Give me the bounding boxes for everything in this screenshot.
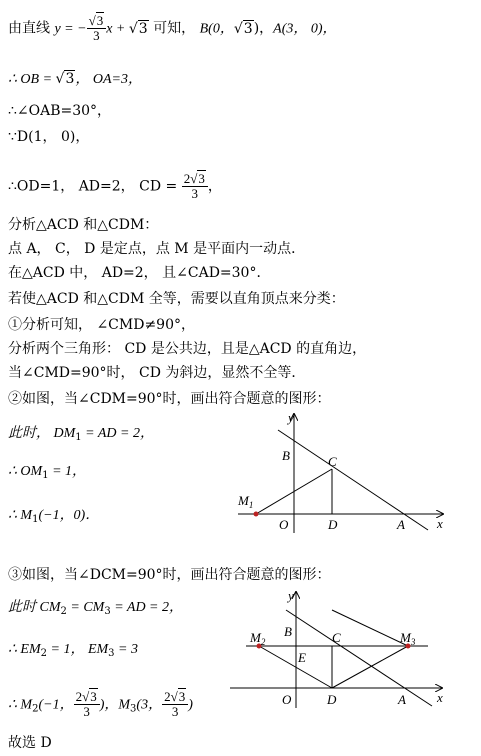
line20-f2-num-radicand: 3 <box>178 689 186 704</box>
line1-prefix: 由直线 <box>8 20 55 37</box>
line20-e: ) <box>188 697 193 713</box>
line2-sqrt: √3 <box>55 71 75 87</box>
line1-eq-lhs: y = − <box>54 21 87 37</box>
fig1-label-d: D <box>328 517 338 532</box>
line20-f1-num-radicand: 3 <box>90 689 97 704</box>
line20-d: (3， <box>136 697 163 713</box>
line1-b-end: )， <box>253 20 274 37</box>
text-line-14 <box>8 424 154 443</box>
line1-sqrt: √3 <box>128 20 148 37</box>
fig2-label-o: O <box>282 692 292 707</box>
line20-f2-den: 3 <box>171 704 179 719</box>
fig2-label-b: B <box>284 624 292 639</box>
fig1-label-a: A <box>397 517 405 532</box>
figure-2 <box>226 586 456 716</box>
line18-mid: = CM <box>66 600 105 615</box>
line15-sub: 1 <box>42 470 49 481</box>
fig2-label-d: D <box>327 692 337 707</box>
text-line-3: ∴∠OAB=30°， <box>8 103 112 119</box>
line5-num-radicand: 3 <box>198 171 205 186</box>
line1-radicand: 3 <box>138 20 148 37</box>
line20-sub1: 2 <box>32 703 39 715</box>
line20-f1-num-prefix: 2 <box>75 689 83 704</box>
text-line-17: ③如图，当∠DCM=90°时，画出符合题意的图形： <box>8 567 331 583</box>
line19-sub2: 3 <box>108 648 115 659</box>
fig2-label-e: E <box>298 650 306 665</box>
text-line-12: 当∠CMD=90°时， CD 为斜边，显然不全等． <box>8 365 306 381</box>
line20-sub2: 3 <box>130 703 137 715</box>
text-line-21: 故选 D <box>8 735 52 751</box>
line1-b-sqrt: √3 <box>233 20 253 37</box>
line1-frac-radicand: 3 <box>96 13 104 28</box>
line16-text: ∴ M <box>8 508 33 523</box>
line19-mid: = 1， EM <box>47 642 109 657</box>
line5-fraction: $\frac{2√3}{3}$ <box>182 172 208 201</box>
line20-c: )，M <box>99 697 131 713</box>
line19-sub1: 2 <box>40 648 47 659</box>
line20-a: ∴ M <box>8 697 33 713</box>
text-line-4: ∵D(1， 0)， <box>8 129 90 145</box>
line20-f1-den: 3 <box>83 704 90 719</box>
fig2-line-extra <box>332 610 408 646</box>
line14-text: 此时， DM <box>8 426 76 441</box>
fig2-label-m2: $M_2$ <box>250 630 266 647</box>
line5-text: ∴OD=1， AD=2， CD = <box>8 178 182 195</box>
text-line-18 <box>8 598 183 617</box>
line20-fraction-2: $\frac{2√3}{3}$ <box>162 690 188 719</box>
line1-mid: 可知， <box>148 20 200 37</box>
text-line-7: 点 A， C， D 是定点，点 M 是平面内一动点． <box>8 241 306 257</box>
line16-sub: 1 <box>32 514 39 525</box>
fig2-line-ab <box>286 610 432 706</box>
text-line-13: ②如图，当∠CDM=90°时，画出符合题意的图形： <box>8 391 331 407</box>
line16-rest: (−1，0)． <box>38 508 100 523</box>
line1-point-a: A(3， 0)， <box>273 21 337 37</box>
fig1-label-x: x <box>437 516 443 531</box>
line18-text: 此时 CM <box>8 600 61 615</box>
text-line-10: ①分析可知， ∠CMD≠90°， <box>8 317 195 333</box>
line15-rest: = 1， <box>48 464 87 479</box>
line2-rest: ， OA=3， <box>75 72 142 87</box>
fig1-label-y: y <box>288 410 294 425</box>
line15-text: ∴ OM <box>8 464 43 479</box>
text-line-15 <box>8 462 86 481</box>
line1-eq-rhs: x + <box>106 21 129 37</box>
fig1-label-m1: $M_1$ <box>238 493 254 510</box>
fig1-label-b: B <box>282 448 290 463</box>
line2-text: ∴ OB = <box>8 72 56 87</box>
text-line-8: 在△ACD 中， AD=2， 且∠CAD=30°． <box>8 265 271 281</box>
line1-fraction: $\frac{√3}{3}$ <box>87 14 107 43</box>
fig1-label-c: C <box>328 454 337 469</box>
line20-fraction-1: $\frac{2√3}{3}$ <box>74 690 100 719</box>
line18-rest: = AD = 2， <box>110 600 184 615</box>
fig1-line-ab <box>278 430 428 530</box>
fig2-label-m3: $M_3$ <box>400 630 416 647</box>
line19-text: ∴ EM <box>8 642 41 657</box>
text-line-6: 分析△ACD 和△CDM： <box>8 217 159 233</box>
line1-point-b: B(0， <box>199 21 234 37</box>
line19-rest: = 3 <box>114 642 138 657</box>
line2-radicand: 3 <box>65 71 75 87</box>
fig1-point-m1 <box>254 512 259 517</box>
fig2-label-a: A <box>398 692 406 707</box>
line18-sub1: 2 <box>60 606 67 617</box>
fig2-label-c: C <box>332 630 341 645</box>
line5-num-prefix: 2 <box>183 171 191 186</box>
fig2-label-x: x <box>437 690 443 705</box>
text-line-2 <box>8 70 142 89</box>
text-line-5 <box>8 172 222 201</box>
figure-1 <box>228 408 456 538</box>
line5-den: 3 <box>191 186 198 201</box>
text-line-16 <box>8 506 99 525</box>
line14-rest: = AD = 2， <box>81 426 154 441</box>
text-line-19 <box>8 640 138 659</box>
line1-b-radicand: 3 <box>243 20 253 37</box>
line5-end: ， <box>207 178 222 195</box>
line14-sub: 1 <box>75 432 82 443</box>
fig2-line-dm3 <box>332 646 408 688</box>
text-line-9: 若使△ACD 和△CDM 全等，需要以直角顶点来分类： <box>8 291 345 307</box>
line20-b: (−1， <box>38 697 74 713</box>
text-line-11: 分析两个三角形： CD 是公共边，且是△ACD 的直角边， <box>8 341 367 357</box>
line20-f2-num-prefix: 2 <box>164 689 171 704</box>
line18-sub2: 3 <box>104 606 111 617</box>
fig2-label-y: y <box>288 588 294 603</box>
fig1-label-o: O <box>279 517 289 532</box>
text-line-1 <box>8 14 337 43</box>
line1-frac-den: 3 <box>93 28 100 43</box>
text-line-20 <box>8 690 193 719</box>
